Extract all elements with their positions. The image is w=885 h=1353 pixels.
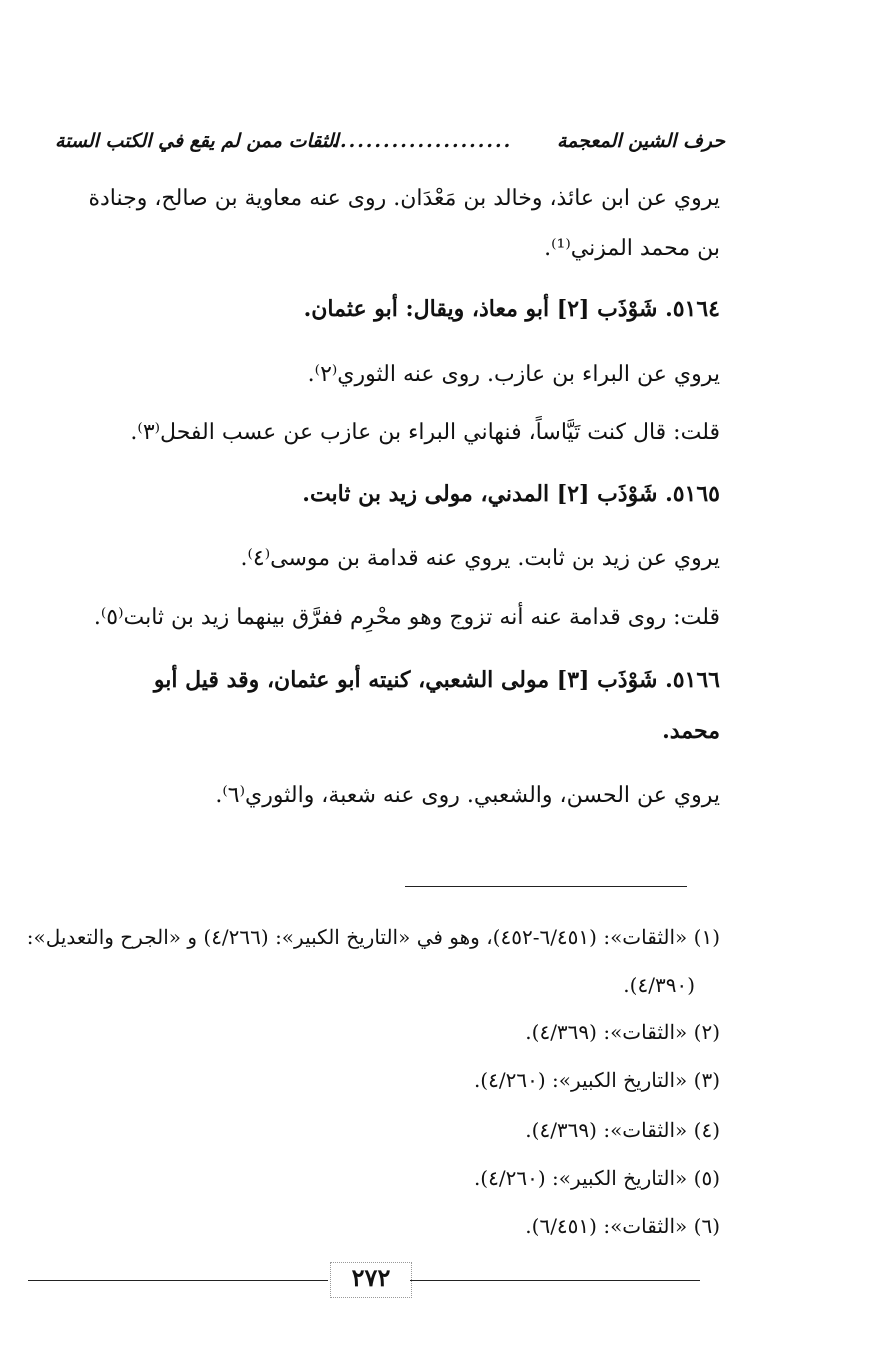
footnote-2: (٢) «الثقات»: (٤/٣٦٩). — [525, 1020, 720, 1044]
entry-heading-5164: ٥١٦٤. شَوْذَب [٢] أبو معاذ، ويقال: أبو عثمان. — [303, 296, 720, 322]
footnote-separator — [405, 886, 687, 887]
entry-heading-5166: ٥١٦٦. شَوْذَب [٣] مولى الشعبي، كنيته أبو عثمان، وقد قيل أبو — [153, 667, 720, 693]
header-book-title: الثقات ممن لم يقع في الكتب الستة — [55, 130, 339, 152]
entry-heading-5165: ٥١٦٥. شَوْذَب [٢] المدني، مولى زيد بن ثابت. — [302, 481, 720, 507]
header-leader-dots: ...................... — [322, 130, 513, 152]
entry-5164-line-1: يروي عن البراء بن عازب. روى عنه الثوري⁽٢⁾. — [307, 362, 720, 387]
footnote-1-line-1: (١) «الثقات»: (٦/٤٥١-٤٥٢)، وهو في «التاريخ الكبير»: (٤/٢٦٦) و «الجرح والتعديل»: — [26, 925, 720, 949]
entry-5164-line-2: قلت: قال كنت تَيَّاساً، فنهاني البراء بن عازب عن عسب الفحل⁽٣⁾. — [130, 420, 720, 445]
page-footer-rule-left — [28, 1280, 328, 1281]
page-number: ٢٧٢ — [330, 1262, 412, 1298]
footnote-5: (٥) «التاريخ الكبير»: (٤/٢٦٠). — [473, 1166, 720, 1190]
footnote-6: (٦) «الثقات»: (٦/٤٥١). — [525, 1214, 720, 1238]
footnote-3: (٣) «التاريخ الكبير»: (٤/٢٦٠). — [473, 1068, 720, 1092]
entry-5165-line-1: يروي عن زيد بن ثابت. يروي عنه قدامة بن موسى⁽٤⁾. — [240, 546, 720, 571]
intro-line-2: بن محمد المزني⁽¹⁾. — [544, 236, 720, 261]
intro-line-1: يروي عن ابن عائذ، وخالد بن مَعْدَان. روى عنه معاوية بن صالح، وجنادة — [88, 186, 720, 211]
running-header — [55, 126, 725, 162]
header-chapter-title: حرف الشين المعجمة — [556, 130, 725, 152]
entry-5166-line-1: يروي عن الحسن، والشعبي. روى عنه شعبة، والثوري⁽٦⁾. — [215, 783, 720, 808]
page-footer-rule-right — [410, 1280, 700, 1281]
footnote-1-line-2: (٤/٣٩٠). — [623, 973, 695, 997]
footnote-4: (٤) «الثقات»: (٤/٣٦٩). — [525, 1118, 720, 1142]
entry-heading-5166-cont: محمد. — [662, 718, 720, 744]
entry-5165-line-2: قلت: روى قدامة عنه أنه تزوج وهو محْرِم ففرَّق بينهما زيد بن ثابت⁽٥⁾. — [93, 605, 720, 630]
